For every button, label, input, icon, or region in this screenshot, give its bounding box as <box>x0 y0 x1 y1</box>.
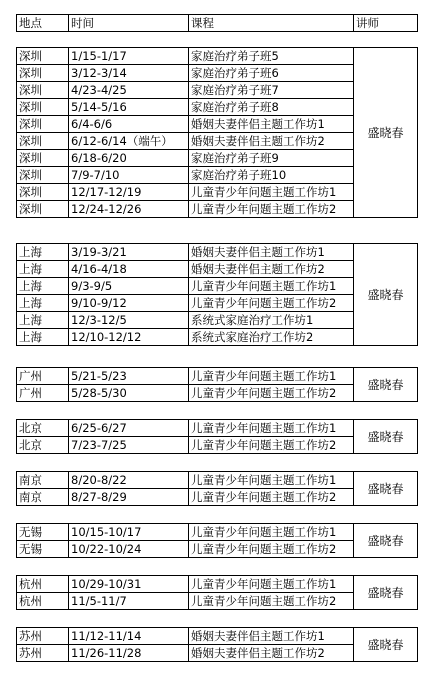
location-cell: 广州 <box>17 368 69 385</box>
time-cell: 8/27-8/29 <box>69 489 189 506</box>
time-cell: 10/29-10/31 <box>69 576 189 593</box>
time-cell: 3/12-3/14 <box>69 65 189 82</box>
course-cell: 婚姻夫妻伴侣主题工作坊1 <box>189 628 354 645</box>
course-cell: 儿童青少年问题主题工作坊1 <box>189 184 354 201</box>
schedule-group <box>16 243 418 346</box>
course-cell: 家庭治疗弟子班9 <box>189 150 354 167</box>
table-row <box>17 48 418 65</box>
course-cell: 儿童青少年问题主题工作坊1 <box>189 524 354 541</box>
location-cell: 深圳 <box>17 133 69 150</box>
time-cell: 4/23-4/25 <box>69 82 189 99</box>
course-cell: 儿童青少年问题主题工作坊2 <box>189 295 354 312</box>
location-cell: 深圳 <box>17 201 69 218</box>
teacher-cell: 盛晓春 <box>354 472 418 506</box>
table-row <box>17 420 418 437</box>
teacher-cell: 盛晓春 <box>354 576 418 610</box>
location-cell: 深圳 <box>17 116 69 133</box>
table-row <box>17 628 418 645</box>
course-cell: 儿童青少年问题主题工作坊1 <box>189 576 354 593</box>
time-cell: 12/10-12/12 <box>69 329 189 346</box>
course-cell: 儿童青少年问题主题工作坊1 <box>189 278 354 295</box>
time-cell: 12/17-12/19 <box>69 184 189 201</box>
time-cell: 12/24-12/26 <box>69 201 189 218</box>
location-cell: 上海 <box>17 329 69 346</box>
header-location: 地点 <box>17 15 69 32</box>
schedule-group <box>16 523 418 558</box>
teacher-cell: 盛晓春 <box>354 48 418 218</box>
location-cell: 上海 <box>17 278 69 295</box>
schedule-group <box>16 47 418 218</box>
course-cell: 家庭治疗弟子班8 <box>189 99 354 116</box>
location-cell: 广州 <box>17 385 69 402</box>
time-cell: 4/16-4/18 <box>69 261 189 278</box>
location-cell: 苏州 <box>17 645 69 662</box>
course-cell: 家庭治疗弟子班7 <box>189 82 354 99</box>
time-cell: 5/21-5/23 <box>69 368 189 385</box>
location-cell: 北京 <box>17 437 69 454</box>
location-cell: 北京 <box>17 420 69 437</box>
schedule-group <box>16 367 418 402</box>
location-cell: 上海 <box>17 312 69 329</box>
schedule-group <box>16 575 418 610</box>
location-cell: 无锡 <box>17 524 69 541</box>
teacher-cell: 盛晓春 <box>354 524 418 558</box>
schedule-group <box>16 471 418 506</box>
location-cell: 上海 <box>17 295 69 312</box>
time-cell: 6/18-6/20 <box>69 150 189 167</box>
time-cell: 5/28-5/30 <box>69 385 189 402</box>
header-row <box>17 15 418 32</box>
course-cell: 儿童青少年问题主题工作坊2 <box>189 541 354 558</box>
time-cell: 9/10-9/12 <box>69 295 189 312</box>
location-cell: 苏州 <box>17 628 69 645</box>
course-cell: 婚姻夫妻伴侣主题工作坊1 <box>189 116 354 133</box>
location-cell: 南京 <box>17 489 69 506</box>
table-row <box>17 524 418 541</box>
location-cell: 深圳 <box>17 167 69 184</box>
location-cell: 深圳 <box>17 82 69 99</box>
time-cell: 7/23-7/25 <box>69 437 189 454</box>
header-time: 时间 <box>69 15 189 32</box>
course-cell: 儿童青少年问题主题工作坊2 <box>189 489 354 506</box>
teacher-cell: 盛晓春 <box>354 628 418 662</box>
time-cell: 3/19-3/21 <box>69 244 189 261</box>
course-cell: 婚姻夫妻伴侣主题工作坊2 <box>189 261 354 278</box>
table-row <box>17 472 418 489</box>
table-row <box>17 368 418 385</box>
time-cell: 6/4-6/6 <box>69 116 189 133</box>
location-cell: 上海 <box>17 261 69 278</box>
time-cell: 11/5-11/7 <box>69 593 189 610</box>
location-cell: 深圳 <box>17 65 69 82</box>
course-cell: 儿童青少年问题主题工作坊1 <box>189 420 354 437</box>
course-cell: 家庭治疗弟子班5 <box>189 48 354 65</box>
header-course: 课程 <box>189 15 354 32</box>
location-cell: 深圳 <box>17 150 69 167</box>
location-cell: 杭州 <box>17 593 69 610</box>
time-cell: 1/15-1/17 <box>69 48 189 65</box>
course-cell: 婚姻夫妻伴侣主题工作坊1 <box>189 244 354 261</box>
schedule-group <box>16 419 418 454</box>
time-cell: 6/12-6/14（端午） <box>69 133 189 150</box>
time-cell: 9/3-9/5 <box>69 278 189 295</box>
time-cell: 8/20-8/22 <box>69 472 189 489</box>
time-cell: 11/12-11/14 <box>69 628 189 645</box>
time-cell: 7/9-7/10 <box>69 167 189 184</box>
course-cell: 系统式家庭治疗工作坊1 <box>189 312 354 329</box>
course-cell: 系统式家庭治疗工作坊2 <box>189 329 354 346</box>
course-cell: 儿童青少年问题主题工作坊1 <box>189 472 354 489</box>
header-table <box>16 14 418 32</box>
course-cell: 家庭治疗弟子班6 <box>189 65 354 82</box>
table-row <box>17 244 418 261</box>
location-cell: 无锡 <box>17 541 69 558</box>
teacher-cell: 盛晓春 <box>354 368 418 402</box>
time-cell: 5/14-5/16 <box>69 99 189 116</box>
course-cell: 儿童青少年问题主题工作坊1 <box>189 368 354 385</box>
table-row <box>17 576 418 593</box>
time-cell: 12/3-12/5 <box>69 312 189 329</box>
schedule-group <box>16 627 418 662</box>
course-cell: 儿童青少年问题主题工作坊2 <box>189 437 354 454</box>
time-cell: 6/25-6/27 <box>69 420 189 437</box>
location-cell: 深圳 <box>17 48 69 65</box>
location-cell: 南京 <box>17 472 69 489</box>
location-cell: 杭州 <box>17 576 69 593</box>
location-cell: 上海 <box>17 244 69 261</box>
header-teacher: 讲师 <box>354 15 418 32</box>
location-cell: 深圳 <box>17 99 69 116</box>
course-cell: 儿童青少年问题主题工作坊2 <box>189 593 354 610</box>
course-cell: 家庭治疗弟子班10 <box>189 167 354 184</box>
time-cell: 10/22-10/24 <box>69 541 189 558</box>
time-cell: 10/15-10/17 <box>69 524 189 541</box>
course-cell: 儿童青少年问题主题工作坊2 <box>189 201 354 218</box>
teacher-cell: 盛晓春 <box>354 420 418 454</box>
course-cell: 儿童青少年问题主题工作坊2 <box>189 385 354 402</box>
time-cell: 11/26-11/28 <box>69 645 189 662</box>
location-cell: 深圳 <box>17 184 69 201</box>
course-cell: 婚姻夫妻伴侣主题工作坊2 <box>189 133 354 150</box>
course-cell: 婚姻夫妻伴侣主题工作坊2 <box>189 645 354 662</box>
teacher-cell: 盛晓春 <box>354 244 418 346</box>
